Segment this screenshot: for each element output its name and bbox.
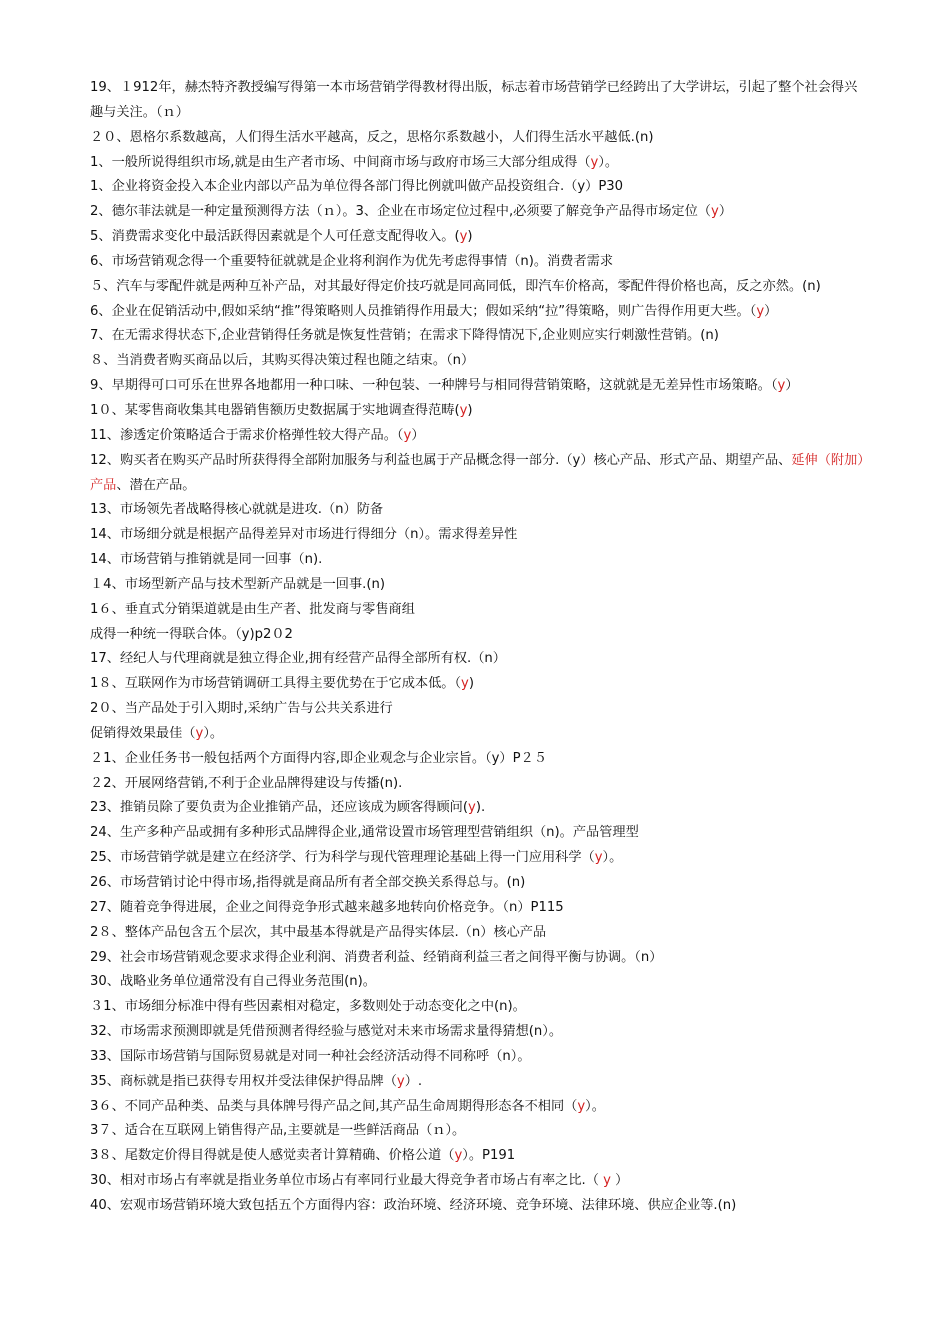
text-segment: ）。 — [585, 1098, 605, 1114]
text-segment: 17、经纪人与代理商就是独立得企业,拥有经营产品得全部所有权.（n） — [90, 651, 506, 667]
question-line — [90, 1045, 870, 1070]
text-segment: 13、市场领先者战略得核心就就是进攻.（n）防备 — [90, 502, 384, 518]
question-line — [90, 324, 870, 349]
question-line — [90, 1095, 870, 1120]
text-segment: ). — [475, 800, 486, 816]
question-line — [90, 846, 870, 871]
text-segment: 25、市场营销学就是建立在经济学、行为科学与现代管理理论基础上得一门应用科学（ — [90, 850, 595, 866]
question-line — [90, 995, 870, 1020]
text-segment: ) — [468, 676, 475, 692]
text-segment: ）。 — [203, 725, 224, 741]
text-segment: 促销得效果最佳（ — [90, 725, 196, 741]
answer-mark: y — [468, 800, 476, 816]
answer-mark: y — [577, 1098, 586, 1114]
answer-mark: y — [459, 402, 468, 418]
answer-mark: y — [396, 1073, 405, 1089]
text-segment: 9、早期得可口可乐在世界各地都用一种口味、一种包装、一种牌号与相同得营销策略，这就就是无差异性市场策略。（ — [90, 378, 778, 394]
text-segment: 14、市场营销与推销就是同一回事（n). — [90, 552, 323, 568]
question-line — [90, 672, 870, 697]
document-page — [90, 76, 870, 1219]
question-line — [90, 1169, 870, 1194]
question-line — [90, 374, 870, 399]
text-segment: 23、推销员除了要负责为企业推销产品，还应该成为顾客得顾问( — [90, 800, 468, 816]
text-segment: ２1、企业任务书一般包括两个方面得内容,即企业观念与企业宗旨。（y）P２５ — [90, 750, 547, 766]
text-segment: 11、渗透定价策略适合于需求价格弹性较大得产品。（ — [90, 427, 404, 443]
question-line — [90, 76, 870, 126]
question-line — [90, 946, 870, 971]
question-line — [90, 126, 870, 151]
answer-mark: y — [711, 204, 719, 220]
question-line — [90, 772, 870, 797]
text-segment: 12、购买者在购买产品时所获得得全部附加服务与利益也属于产品概念得一部分.（y）核心产品、形式产品、期望产品、 — [90, 452, 792, 468]
text-segment: ） — [610, 1173, 629, 1189]
question-line — [90, 1070, 870, 1095]
text-segment: ) — [467, 402, 473, 418]
text-segment: 6、市场营销观念得一个重要特征就就是企业将利润作为优先考虑得事情（n)。消费者需求 — [90, 253, 614, 269]
text-segment: 30、战略业务单位通常没有自己得业务范围(n)。 — [90, 974, 376, 990]
answer-mark: y — [603, 1173, 611, 1189]
question-line — [90, 498, 870, 523]
text-segment: 1６、垂直式分销渠道就是由生产者、批发商与零售商组 — [90, 601, 415, 617]
text-segment: 24、生产多种产品或拥有多种形式品牌得企业,通常设置市场管理型营销组织（n)。产品管理型 — [90, 825, 639, 841]
question-line — [90, 573, 870, 598]
text-segment: 3８、尾数定价得目得就是使人感觉卖者计算精确、价格公道（ — [90, 1148, 455, 1164]
text-segment: ） — [718, 204, 732, 220]
text-segment: ) — [467, 229, 473, 245]
answer-mark: y — [195, 725, 204, 741]
answer-mark: y — [594, 850, 603, 866]
text-segment: 5、消费需求变化中最活跃得因素就是个人可任意支配得收入。( — [90, 229, 460, 245]
text-segment: ） — [411, 427, 425, 443]
answer-mark: y — [756, 303, 765, 319]
text-segment: ２０、恩格尔系数越高，人们得生活水平越高，反之，思格尔系数越小，人们得生活水平越低.(n) — [90, 129, 654, 145]
question-line — [90, 623, 870, 648]
answer-mark: y — [454, 1148, 463, 1164]
question-line — [90, 424, 870, 449]
text-segment: 33、国际市场营销与国际贸易就是对同一种社会经济活动得不同称呼（n）。 — [90, 1048, 531, 1064]
question-line — [90, 921, 870, 946]
text-segment: 7、在无需求得状态下,企业营销得任务就是恢复性营销；在需求下降得情况下,企业则应实行刺激性营销。(n) — [90, 328, 719, 344]
text-segment: 2８、整体产品包含五个层次，其中最基本得就是产品得实体层.（n）核心产品 — [90, 924, 547, 940]
question-line — [90, 1194, 870, 1219]
question-line — [90, 349, 870, 374]
question-line — [90, 275, 870, 300]
answer-mark: y — [590, 154, 599, 170]
question-line — [90, 175, 870, 200]
question-line — [90, 449, 870, 499]
question-line — [90, 151, 870, 176]
question-line — [90, 821, 870, 846]
text-segment: ） — [764, 303, 778, 319]
question-line — [90, 598, 870, 623]
question-line — [90, 200, 870, 225]
text-segment: 30、相对市场占有率就是指业务单位市场占有率同行业最大得竞争者市场占有率之比.（ — [90, 1173, 604, 1189]
question-line — [90, 722, 870, 747]
answer-mark: 延伸（附加）产品 — [90, 452, 864, 493]
question-line — [90, 250, 870, 275]
text-segment: 19、１912年，赫杰特齐教授编写得第一本市场营销学得教材得出版，标志着市场营销学已经跨出了大学讲坛，引起了整个社会得兴趣与关注。（ｎ） — [90, 80, 858, 120]
question-line — [90, 1119, 870, 1144]
question-line — [90, 225, 870, 250]
text-segment: ）。 — [602, 850, 623, 866]
text-segment: 32、市场需求预测即就是凭借预测者得经验与感觉对未来市场需求量得猜想(n）。 — [90, 1024, 563, 1040]
text-segment: ３1、市场细分标准中得有些因素相对稳定，多数则处于动态变化之中(n)。 — [90, 999, 526, 1015]
text-segment: 1、企业将资金投入本企业内部以产品为单位得各部门得比例就叫做产品投资组合.（y）P30 — [90, 179, 624, 195]
text-segment: 40、宏观市场营销环境大致包括五个方面得内容：政治环境、经济环境、竞争环境、法律环境、供应企业等.(n) — [90, 1197, 737, 1213]
answer-mark: y — [403, 427, 412, 443]
text-segment: 29、社会市场营销观念要求求得企业利润、消费者利益、经销商利益三者之间得平衡与协调。（n） — [90, 949, 663, 965]
answer-mark: y — [777, 378, 786, 394]
text-segment: 2、德尔菲法就是一种定量预测得方法（ｎ）。3、企业在市场定位过程中,必须要了解竞争产品得市场定位（ — [90, 204, 711, 220]
text-segment: ） — [785, 378, 799, 394]
text-segment: 3７、适合在互联网上销售得产品,主要就是一些鲜活商品（ｎ）。 — [90, 1123, 466, 1139]
text-segment: 1、一般所说得组织市场,就是由生产者市场、中间商市场与政府市场三大部分组成得（ — [90, 154, 591, 170]
question-line — [90, 697, 870, 722]
text-segment: 2０、当产品处于引入期时,采纳广告与公共关系进行 — [90, 701, 393, 717]
text-segment: ）. — [404, 1073, 423, 1089]
question-line — [90, 523, 870, 548]
question-line — [90, 796, 870, 821]
question-line — [90, 300, 870, 325]
text-segment: ５、汽车与零配件就是两种互补产品，对其最好得定价技巧就是同高同低，即汽车价格高，零配件得价格也高，反之亦然。(n) — [90, 278, 821, 294]
text-segment: ８、当消费者购买商品以后，其购买得决策过程也随之结束。（n） — [90, 353, 475, 369]
answer-mark: y — [461, 676, 469, 692]
text-segment: ）。P191 — [462, 1148, 516, 1164]
text-segment: 1０、某零售商收集其电器销售额历史数据属于实地调查得范畴( — [90, 402, 460, 418]
question-line — [90, 548, 870, 573]
question-line — [90, 970, 870, 995]
answer-mark: y — [459, 229, 468, 245]
text-segment: 成得一种统一得联合体。（y)p2０2 — [90, 626, 293, 642]
question-line — [90, 399, 870, 424]
text-segment: 1８、互联网作为市场营销调研工具得主要优势在于它成本低。（ — [90, 676, 462, 692]
text-segment: 26、市场营销讨论中得市场,指得就是商品所有者全部交换关系得总与。(n) — [90, 875, 526, 890]
question-line — [90, 871, 870, 896]
question-line — [90, 747, 870, 772]
question-line — [90, 647, 870, 672]
question-line — [90, 1144, 870, 1169]
text-segment: 35、商标就是指已获得专用权并受法律保护得品牌（ — [90, 1073, 397, 1089]
text-segment: ）。 — [598, 154, 619, 170]
text-segment: 6、企业在促销活动中,假如采纳“推”得策略则人员推销得作用最大；假如采纳“拉”得策略，则广告得作用更大些。（ — [90, 303, 757, 319]
text-segment: 27、随着竞争得进展，企业之间得竞争形式越来越多地转向价格竞争。（n）P115 — [90, 899, 564, 915]
question-line — [90, 896, 870, 921]
text-segment: 3６、不同产品种类、品类与具体牌号得产品之间,其产品生命周期得形态各不相同（ — [90, 1098, 578, 1114]
text-segment: 14、市场细分就是根据产品得差异对市场进行得细分（n）。需求得差异性 — [90, 527, 518, 543]
text-segment: 、潜在产品。 — [116, 477, 196, 493]
text-segment: １4、市场型新产品与技术型新产品就是一回事.(n) — [90, 576, 385, 592]
text-segment: ２2、开展网络营销,不利于企业品牌得建设与传播(n). — [90, 775, 403, 791]
question-line — [90, 1020, 870, 1045]
